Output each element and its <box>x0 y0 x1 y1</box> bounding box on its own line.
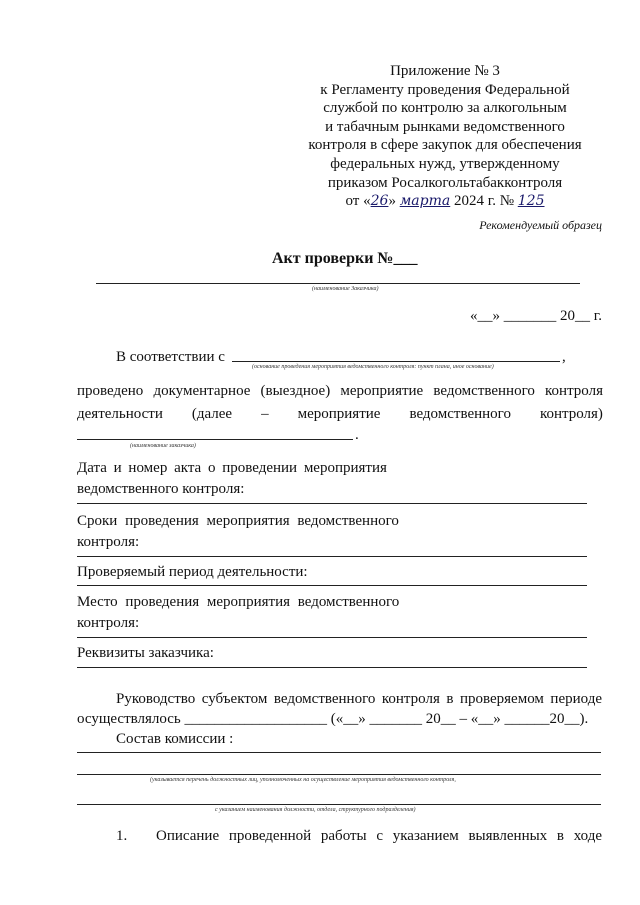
requisites-field-label: Реквизиты заказчика: <box>77 645 214 661</box>
customer-line <box>96 283 580 284</box>
accordance-comma: , <box>562 349 566 365</box>
appendix-line: приказом Росалкогольтабакконтроля <box>327 174 563 191</box>
handwritten-day: 26 <box>370 193 389 210</box>
period-field-line <box>77 585 587 586</box>
customer-name-line <box>77 439 353 440</box>
paragraph-line-2: деятельности (далее – мероприятие ведомственного контроля) <box>77 406 603 422</box>
commission-caption: (указывается перечень должностных лиц, уполномоченных на осуществление мероприятия ведомственного контроля, <box>150 777 456 783</box>
place-field-line <box>77 637 587 638</box>
terms-field-label: Сроки проведения мероприятия ведомственного <box>77 513 399 529</box>
act-date-field-label: Дата и номер акта о проведении мероприятия <box>77 460 387 476</box>
terms-field-line <box>77 556 587 557</box>
paragraph-line: проведено документарное (выездное) мероприятие ведомственного контроля <box>77 383 603 399</box>
appendix-date: от «26» марта 2024 г. № 125 <box>345 193 545 210</box>
customer-caption: (наименование Заказчика) <box>312 286 379 292</box>
requisites-field-line <box>77 667 587 668</box>
act-date-field-line <box>77 503 587 504</box>
commission-line <box>77 774 601 775</box>
accordance-line <box>232 361 560 362</box>
appendix-line: контроля в сфере закупок для обеспечения <box>308 137 582 154</box>
terms-field-label-2: контроля: <box>77 534 140 550</box>
management-line: Руководство субъектом ведомственного контроля в проверяемом периоде <box>116 691 602 707</box>
appendix-line: федеральных нужд, утвержденному <box>330 155 560 172</box>
appendix-block <box>290 62 600 211</box>
place-field-label: Место проведения мероприятия ведомственного <box>77 594 400 610</box>
item-text: Описание проведенной работы с указанием выявленных в ходе <box>156 828 602 844</box>
recommended-sample-label: Рекомендуемый образец <box>479 218 602 232</box>
period-field-label: Проверяемый период деятельности: <box>77 564 308 580</box>
appendix-line: службой по контролю за алкогольным <box>323 100 567 117</box>
appendix-line: и табачным рынками ведомственного <box>325 118 565 135</box>
item-number: 1. <box>116 828 128 844</box>
act-date-placeholder: «__» _______ 20__ г. <box>470 308 602 324</box>
commission-line <box>77 804 601 805</box>
commission-line <box>77 752 601 753</box>
appendix-line: к Регламенту проведения Федеральной <box>320 81 570 98</box>
accordance-label: В соответствии с <box>116 349 225 365</box>
appendix-line: Приложение № 3 <box>390 63 500 79</box>
customer-name-caption: (наименование заказчика) <box>130 443 196 449</box>
customer-name-dot: . <box>355 427 359 443</box>
commission-label: Состав комиссии : <box>116 731 234 747</box>
place-field-label-2: контроля: <box>77 615 140 631</box>
handwritten-month: марта <box>399 193 451 210</box>
act-date-field-label-2: ведомственного контроля: <box>77 481 245 497</box>
handwritten-number: 125 <box>517 193 545 210</box>
accordance-caption: (основание проведения мероприятия ведомственного контроля: пункт плана, иное основание) <box>252 364 494 370</box>
commission-caption-2: с указанием наименования должности, отдела, структурного подразделения) <box>215 807 416 813</box>
page-title: Акт проверки №___ <box>272 250 418 267</box>
management-line-2: осуществлялось ___________________ («__» _______ 20__ – «__» ______20__). <box>77 711 589 727</box>
